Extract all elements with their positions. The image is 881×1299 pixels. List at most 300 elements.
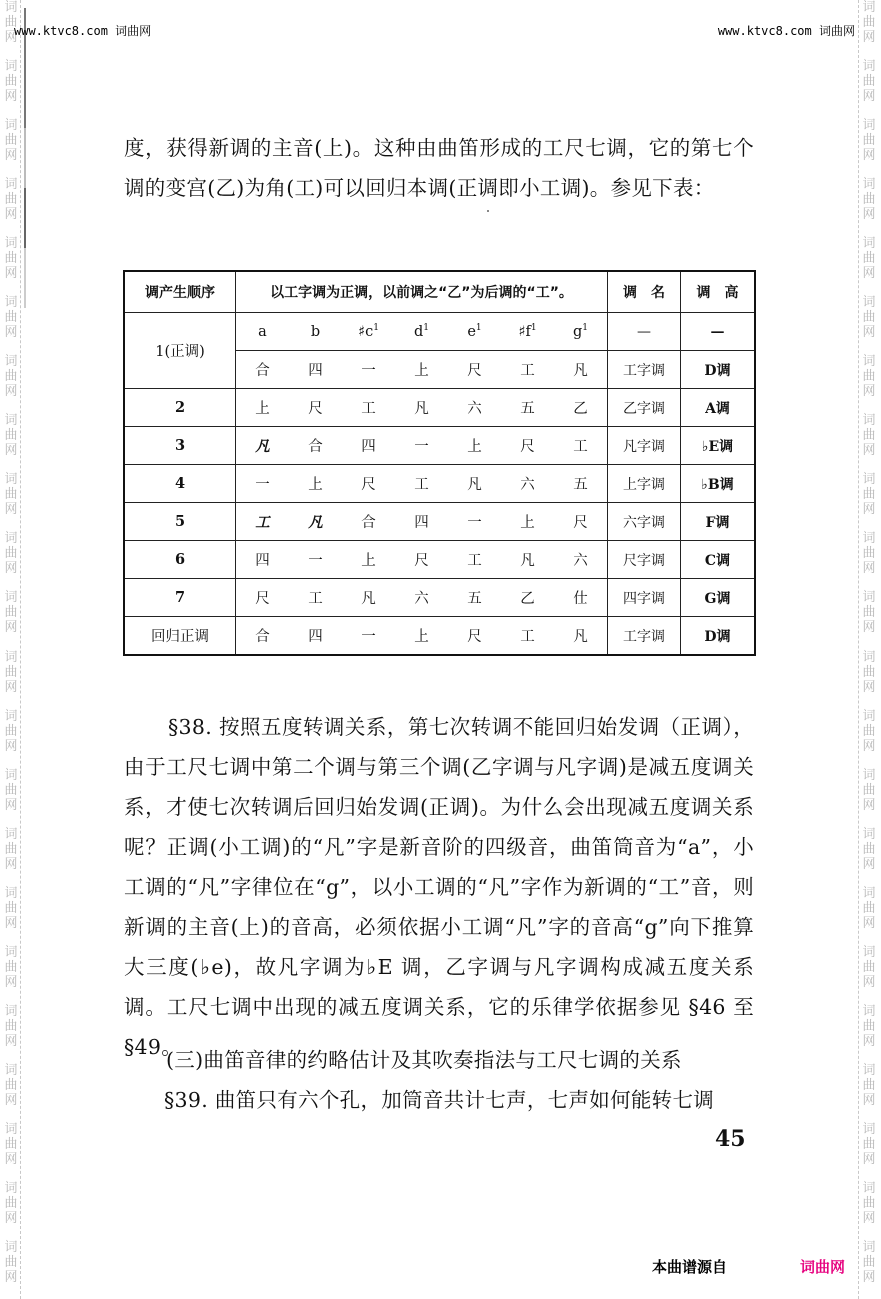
- watermark-char: 曲: [862, 192, 876, 208]
- watermark-char: 词: [4, 413, 18, 429]
- row-order: 4: [124, 465, 236, 503]
- watermark-char: 词: [862, 1121, 876, 1137]
- section-39-paragraph: [124, 1080, 754, 1120]
- watermark-group: [862, 945, 875, 1004]
- watermark-group: [4, 886, 17, 945]
- watermark-char: 词: [4, 1121, 18, 1137]
- watermark-char: 词: [4, 649, 18, 665]
- watermark-group: [862, 0, 875, 59]
- watermark-char: 网: [862, 1151, 876, 1167]
- watermark-char: 词: [862, 413, 876, 429]
- gongche-note-cell: 工: [554, 427, 608, 465]
- watermark-char: 网: [4, 148, 18, 164]
- watermark-group: [862, 59, 875, 118]
- pitch-cell: [342, 313, 395, 351]
- gongche-note-cell: 一: [395, 427, 448, 465]
- watermark-char: 词: [862, 944, 876, 960]
- scan-speck: [487, 210, 489, 212]
- watermark-char: 曲: [862, 723, 876, 739]
- watermark-group: [862, 709, 875, 768]
- gongche-note-cell: 凡: [395, 389, 448, 427]
- watermark-char: 网: [4, 561, 18, 577]
- watermark-char: 网: [4, 325, 18, 341]
- gongche-note-cell: 六: [395, 579, 448, 617]
- gongche-note-cell: 工: [236, 503, 290, 541]
- key-name-cell: 凡字调: [608, 427, 681, 465]
- watermark-char: 曲: [862, 15, 876, 30]
- gongche-note-cell: 六: [501, 465, 554, 503]
- watermark-char: 词: [4, 885, 18, 901]
- watermark-group: [4, 354, 17, 413]
- watermark-char: 词: [862, 708, 876, 724]
- gongche-note-cell: 合: [289, 427, 342, 465]
- watermark-char: 词: [862, 236, 876, 252]
- row-order: 6: [124, 541, 236, 579]
- table-row: [124, 541, 755, 579]
- gongche-note-cell: 一: [448, 503, 501, 541]
- gongche-note-cell: 六: [448, 389, 501, 427]
- watermark-char: 曲: [862, 900, 876, 916]
- watermark-group: [4, 295, 17, 354]
- site-url: www.ktvc8.com: [14, 24, 108, 38]
- gongche-note-cell: 尺: [395, 541, 448, 579]
- watermark-group: [862, 1004, 875, 1063]
- watermark-char: 网: [862, 1092, 876, 1108]
- gongche-note-cell: 四: [289, 351, 342, 389]
- watermark-char: 词: [4, 1062, 18, 1078]
- gongche-note-cell: 尺: [289, 389, 342, 427]
- gongche-note-cell: 合: [236, 617, 290, 656]
- gongche-note-cell: 上: [289, 465, 342, 503]
- watermark-group: [862, 295, 875, 354]
- watermark-char: 网: [862, 384, 876, 400]
- gongche-note-cell: 工: [289, 579, 342, 617]
- watermark-group: [862, 1181, 875, 1240]
- watermark-char: 曲: [4, 1077, 18, 1093]
- gongche-note-cell: 一: [342, 351, 395, 389]
- section-38-text: §38. 按照五度转调关系，第七次转调不能回归始发调（正调），由于工尺七调中第二个调与第三个调(乙字调与凡字调)是减五度调关系，才使七次转调后回归始发调(正调)。为什么会出现减五度调关系呢？正调(小工调)的“凡”字是新音阶的四级音，曲笛筒音为“a”，小工调的“凡”字律位在“g”，以小工调的“凡”字作为新调的“工”音，则新调的主音(上)的音高，必须依据小工调“凡”字的音高“g”向下推算大三度(♭e)，故凡字调为♭E 调，乙字调与凡字调构成减五度关系调。工尺七调中出现的减五度调关系，它的乐律学依据参见 §46 至 §49。: [124, 715, 754, 1059]
- pitch-cell: [554, 313, 608, 351]
- left-watermark-divider: [20, 0, 21, 1299]
- watermark-char: 词: [862, 531, 876, 547]
- watermark-char: 词: [862, 118, 876, 134]
- watermark-group: [862, 827, 875, 886]
- watermark-char: 词: [4, 472, 18, 488]
- gongche-note-cell: 凡: [289, 503, 342, 541]
- watermark-char: 网: [862, 797, 876, 813]
- watermark-char: 词: [4, 236, 18, 252]
- gongche-note-cell: 凡: [448, 465, 501, 503]
- watermark-char: 词: [4, 767, 18, 783]
- watermark-group: [4, 709, 17, 768]
- watermark-group: [862, 590, 875, 649]
- gongche-note-cell: 尺: [236, 579, 290, 617]
- gongche-note-cell: 工: [501, 351, 554, 389]
- gongche-note-cell: 合: [342, 503, 395, 541]
- row-order: 7: [124, 579, 236, 617]
- footer-brand-link[interactable]: 词曲网: [800, 1258, 846, 1276]
- watermark-char: 曲: [4, 1195, 18, 1211]
- site-name: 词曲网: [115, 24, 152, 38]
- watermark-char: 曲: [862, 605, 876, 621]
- watermark-char: 词: [862, 1180, 876, 1196]
- watermark-char: 曲: [4, 841, 18, 857]
- watermark-char: 曲: [862, 1195, 876, 1211]
- watermark-group: [862, 1063, 875, 1122]
- gongche-note-cell: 上: [395, 351, 448, 389]
- intro-paragraph: 度，获得新调的主音(上)。这种由曲笛形成的工尺七调，它的第七个调的变宫(乙)为角(工)可以回归本调(正调即小工调)。参见下表：: [124, 136, 754, 200]
- watermark-group: [862, 236, 875, 295]
- key-transposition-table: [123, 270, 756, 656]
- gongche-note-cell: 尺: [342, 465, 395, 503]
- watermark-char: 网: [4, 266, 18, 282]
- watermark-char: 曲: [4, 487, 18, 503]
- watermark-char: 词: [4, 708, 18, 724]
- right-watermark-divider: [858, 0, 859, 1299]
- watermark-char: 曲: [4, 192, 18, 208]
- watermark-char: 网: [862, 679, 876, 695]
- watermark-char: 词: [4, 0, 18, 15]
- gongche-note-cell: 工: [342, 389, 395, 427]
- watermark-group: [4, 177, 17, 236]
- octave-mark: 1: [373, 323, 379, 334]
- pitch-name: ♯f: [518, 323, 531, 340]
- watermark-group: [862, 118, 875, 177]
- watermark-char: 曲: [4, 1254, 18, 1270]
- gongche-note-cell: 尺: [448, 351, 501, 389]
- gongche-note-cell: 一: [289, 541, 342, 579]
- watermark-char: 曲: [862, 251, 876, 267]
- section-heading: (三)曲笛音律的约略估计及其吹奏指法与工尺七调的关系: [166, 1048, 682, 1072]
- watermark-char: 网: [862, 738, 876, 754]
- watermark-char: 网: [862, 561, 876, 577]
- watermark-char: 网: [4, 974, 18, 990]
- pitch-cell: [395, 313, 448, 351]
- row-order: 5: [124, 503, 236, 541]
- gongche-note-cell: 一: [236, 465, 290, 503]
- gongche-note-cell: 四: [236, 541, 290, 579]
- key-pitch-cell: —: [681, 313, 756, 351]
- section-38-paragraph: [124, 707, 754, 1067]
- watermark-char: 词: [862, 590, 876, 606]
- watermark-char: 曲: [862, 546, 876, 562]
- watermark-group: [4, 1240, 17, 1299]
- watermark-char: 网: [862, 1033, 876, 1049]
- gongche-note-cell: 凡: [554, 617, 608, 656]
- watermark-char: 曲: [4, 369, 18, 385]
- table-row-pitches: [124, 313, 755, 351]
- watermark-char: 曲: [862, 1077, 876, 1093]
- watermark-group: [4, 1122, 17, 1181]
- octave-mark: 1: [423, 323, 430, 334]
- watermark-char: 曲: [862, 1254, 876, 1270]
- octave-mark: 1: [475, 323, 482, 334]
- gongche-note-cell: 仕: [554, 579, 608, 617]
- watermark-char: 网: [862, 1269, 876, 1285]
- book-spine-shadow: [24, 8, 26, 308]
- watermark-char: 曲: [862, 664, 876, 680]
- watermark-group: [862, 354, 875, 413]
- watermark-char: 曲: [862, 782, 876, 798]
- watermark-group: [862, 531, 875, 590]
- watermark-group: [4, 118, 17, 177]
- watermark-char: 词: [862, 354, 876, 370]
- watermark-char: 词: [862, 1239, 876, 1255]
- site-name: 词曲网: [818, 24, 855, 38]
- watermark-char: 网: [862, 266, 876, 282]
- watermark-char: 词: [862, 295, 876, 311]
- gongche-note-cell: 五: [448, 579, 501, 617]
- gongche-note-cell: 工: [501, 617, 554, 656]
- key-name-cell: 工字调: [608, 351, 681, 389]
- key-name-cell: 尺字调: [608, 541, 681, 579]
- site-link-right[interactable]: [718, 22, 855, 39]
- gongche-note-cell: 六: [554, 541, 608, 579]
- watermark-char: 网: [862, 974, 876, 990]
- octave-mark: 1: [582, 323, 589, 334]
- key-name-cell: 乙字调: [608, 389, 681, 427]
- key-pitch-cell: ♭B调: [681, 465, 756, 503]
- table-row: [124, 579, 755, 617]
- pitch-name: e: [467, 323, 476, 340]
- watermark-char: 曲: [862, 74, 876, 90]
- section-39-text: §39. 曲笛只有六个孔，加筒音共计七声，七声如何能转七调: [164, 1088, 715, 1112]
- row-order: 3: [124, 427, 236, 465]
- watermark-group: [862, 768, 875, 827]
- watermark-char: 网: [862, 915, 876, 931]
- watermark-char: 网: [4, 30, 18, 45]
- watermark-char: 曲: [862, 369, 876, 385]
- gongche-note-cell: 上: [395, 617, 448, 656]
- row-order: 2: [124, 389, 236, 427]
- watermark-char: 网: [4, 915, 18, 931]
- gongche-note-cell: 乙: [554, 389, 608, 427]
- watermark-char: 词: [862, 1062, 876, 1078]
- page-number: 45: [715, 1126, 746, 1152]
- row-order: 1(正调): [124, 313, 236, 389]
- watermark-char: 网: [862, 207, 876, 223]
- watermark-char: 网: [4, 1210, 18, 1226]
- watermark-char: 网: [4, 620, 18, 636]
- gongche-note-cell: 四: [395, 503, 448, 541]
- watermark-group: [4, 59, 17, 118]
- key-pitch-cell: D调: [681, 617, 756, 656]
- gongche-note-cell: 一: [342, 617, 395, 656]
- octave-mark: 1: [530, 323, 537, 334]
- gongche-note-cell: 尺: [554, 503, 608, 541]
- watermark-group: [4, 472, 17, 531]
- watermark-char: 词: [4, 295, 18, 311]
- header-notes: 以工字调为正调，以前调之“乙”为后调的“工”。: [236, 271, 608, 313]
- right-watermark-column: [857, 0, 881, 1299]
- key-name-cell: 上字调: [608, 465, 681, 503]
- watermark-group: [862, 1122, 875, 1181]
- watermark-char: 词: [862, 885, 876, 901]
- watermark-char: 曲: [4, 310, 18, 326]
- watermark-char: 词: [4, 944, 18, 960]
- watermark-char: 曲: [4, 782, 18, 798]
- key-pitch-cell: G调: [681, 579, 756, 617]
- watermark-char: 词: [4, 590, 18, 606]
- gongche-note-cell: 上: [448, 427, 501, 465]
- watermark-char: 曲: [862, 133, 876, 149]
- watermark-char: 网: [862, 856, 876, 872]
- key-pitch-cell: F调: [681, 503, 756, 541]
- watermark-char: 曲: [4, 251, 18, 267]
- watermark-char: 曲: [4, 959, 18, 975]
- gongche-note-cell: 合: [236, 351, 290, 389]
- watermark-group: [4, 590, 17, 649]
- watermark-char: 词: [862, 59, 876, 75]
- watermark-char: 曲: [862, 959, 876, 975]
- watermark-char: 网: [4, 443, 18, 459]
- watermark-group: [4, 827, 17, 886]
- table-header-row: [124, 271, 755, 313]
- watermark-group: [4, 768, 17, 827]
- watermark-char: 网: [862, 1210, 876, 1226]
- watermark-group: [862, 472, 875, 531]
- table-row: [124, 617, 755, 656]
- key-pitch-cell: ♭E调: [681, 427, 756, 465]
- key-name-cell: —: [608, 313, 681, 351]
- watermark-group: [862, 1240, 875, 1299]
- watermark-char: 词: [862, 472, 876, 488]
- watermark-char: 词: [862, 1003, 876, 1019]
- pitch-name: a: [258, 323, 267, 340]
- gongche-note-cell: 上: [342, 541, 395, 579]
- gongche-note-cell: 凡: [554, 351, 608, 389]
- table-row: [124, 389, 755, 427]
- watermark-char: 词: [4, 1180, 18, 1196]
- watermark-char: 词: [4, 354, 18, 370]
- footer-source-label: 本曲谱源自: [652, 1258, 728, 1276]
- key-name-cell: 四字调: [608, 579, 681, 617]
- key-pitch-cell: D调: [681, 351, 756, 389]
- site-url: www.ktvc8.com: [717, 24, 812, 38]
- watermark-char: 曲: [4, 428, 18, 444]
- watermark-char: 网: [862, 502, 876, 518]
- table-row: [124, 427, 755, 465]
- gongche-note-cell: 上: [501, 503, 554, 541]
- watermark-char: 词: [862, 649, 876, 665]
- watermark-char: 曲: [4, 664, 18, 680]
- watermark-group: [862, 413, 875, 472]
- watermark-char: 词: [862, 177, 876, 193]
- watermark-char: 网: [4, 89, 18, 105]
- watermark-char: 词: [4, 1239, 18, 1255]
- watermark-char: 曲: [4, 605, 18, 621]
- watermark-char: 网: [4, 207, 18, 223]
- watermark-char: 词: [862, 826, 876, 842]
- watermark-group: [4, 236, 17, 295]
- watermark-char: 词: [4, 177, 18, 193]
- watermark-char: 网: [862, 620, 876, 636]
- watermark-char: 词: [862, 0, 876, 15]
- key-pitch-cell: C调: [681, 541, 756, 579]
- gongche-note-cell: 四: [342, 427, 395, 465]
- watermark-char: 网: [4, 797, 18, 813]
- watermark-char: 曲: [4, 1018, 18, 1034]
- watermark-group: [4, 413, 17, 472]
- watermark-char: 曲: [4, 723, 18, 739]
- watermark-char: 词: [4, 59, 18, 75]
- gongche-note-cell: 凡: [501, 541, 554, 579]
- watermark-char: 曲: [862, 428, 876, 444]
- table-row: [124, 465, 755, 503]
- pitch-name: g: [572, 323, 583, 340]
- watermark-group: [4, 1181, 17, 1240]
- gongche-note-cell: 上: [236, 389, 290, 427]
- header-order: 调产生顺序: [124, 271, 236, 313]
- watermark-char: 网: [4, 1269, 18, 1285]
- watermark-char: 词: [862, 767, 876, 783]
- watermark-char: 网: [862, 443, 876, 459]
- watermark-char: 词: [4, 826, 18, 842]
- watermark-char: 网: [862, 89, 876, 105]
- watermark-char: 网: [862, 325, 876, 341]
- watermark-group: [4, 945, 17, 1004]
- pitch-cell: [236, 313, 290, 351]
- watermark-char: 曲: [4, 15, 18, 30]
- watermark-char: 曲: [4, 546, 18, 562]
- watermark-group: [862, 650, 875, 709]
- row-order: 回归正调: [124, 617, 236, 656]
- watermark-char: 曲: [862, 310, 876, 326]
- watermark-char: 网: [4, 502, 18, 518]
- watermark-char: 曲: [862, 1018, 876, 1034]
- pitch-cell: [448, 313, 501, 351]
- key-name-cell: 六字调: [608, 503, 681, 541]
- watermark-group: [4, 1004, 17, 1063]
- watermark-char: 网: [862, 148, 876, 164]
- pitch-name: b: [310, 323, 321, 340]
- gongche-note-cell: 凡: [342, 579, 395, 617]
- watermark-char: 曲: [4, 900, 18, 916]
- watermark-char: 曲: [862, 841, 876, 857]
- watermark-group: [4, 650, 17, 709]
- site-link-left[interactable]: [14, 22, 151, 39]
- pitch-cell: [501, 313, 554, 351]
- gongche-note-cell: 工: [448, 541, 501, 579]
- watermark-char: 网: [4, 738, 18, 754]
- watermark-char: 网: [4, 384, 18, 400]
- watermark-char: 网: [4, 1092, 18, 1108]
- gongche-note-cell: 乙: [501, 579, 554, 617]
- watermark-char: 网: [4, 679, 18, 695]
- pitch-name: d: [413, 323, 424, 340]
- key-name-cell: 工字调: [608, 617, 681, 656]
- watermark-char: 曲: [4, 133, 18, 149]
- gongche-note-cell: 工: [395, 465, 448, 503]
- pitch-cell: [289, 313, 342, 351]
- watermark-char: 曲: [862, 487, 876, 503]
- watermark-group: [4, 1063, 17, 1122]
- watermark-group: [862, 177, 875, 236]
- pitch-name: ♯c: [358, 323, 374, 340]
- header-key-name: 调 名: [608, 271, 681, 313]
- gongche-note-cell: 尺: [448, 617, 501, 656]
- watermark-char: 曲: [862, 1136, 876, 1152]
- watermark-char: 词: [4, 118, 18, 134]
- header-key-pitch: 调 高: [681, 271, 756, 313]
- left-watermark-column: [0, 0, 22, 1299]
- gongche-note-cell: 五: [554, 465, 608, 503]
- gongche-note-cell: 尺: [501, 427, 554, 465]
- watermark-char: 曲: [4, 74, 18, 90]
- gongche-note-cell: 五: [501, 389, 554, 427]
- watermark-char: 词: [4, 531, 18, 547]
- watermark-group: [4, 531, 17, 590]
